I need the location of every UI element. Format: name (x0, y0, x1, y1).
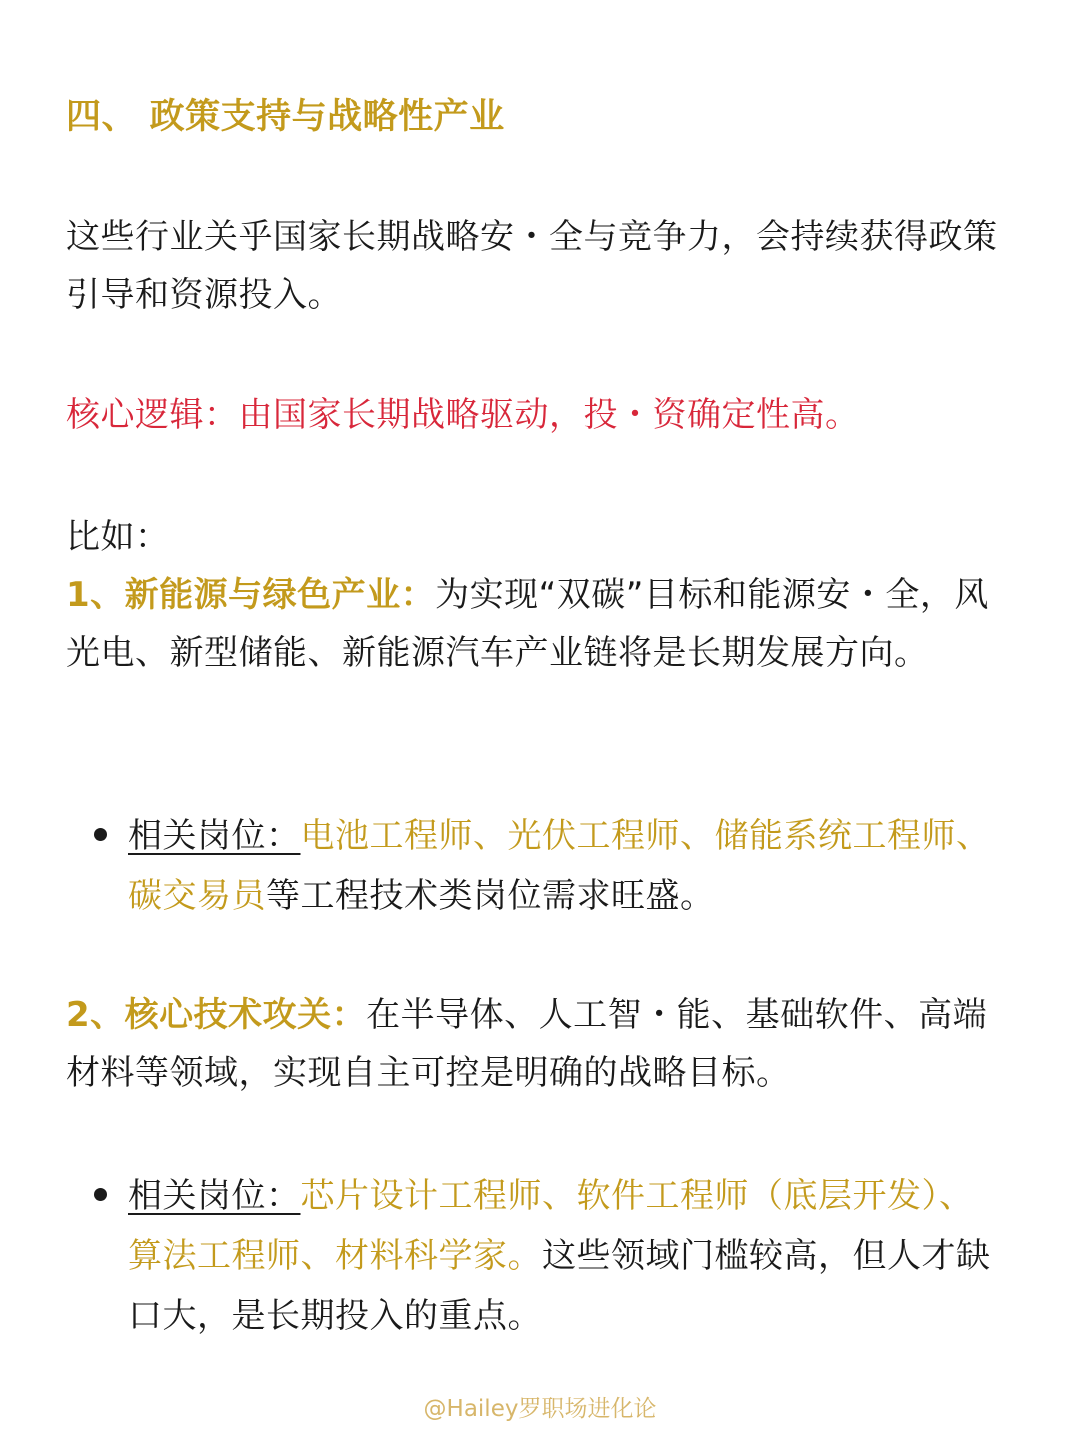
related-jobs-note: 等工程技术类岗位需求旺盛。 (266, 876, 715, 916)
related-jobs-label: 相关岗位： (128, 816, 301, 856)
section-heading: 四、 政策支持与战略性产业 (66, 97, 505, 137)
core-logic-text: 核心逻辑：由国家长期战略驱动，投・资确定性高。 (66, 395, 860, 435)
item-title: 1、新能源与绿色产业： (66, 575, 436, 615)
related-jobs-list: 电池工程师、光伏工程师、储能系统工程师、碳交易员 (128, 816, 991, 916)
related-jobs-label: 相关岗位： (128, 1176, 301, 1216)
list-item (66, 986, 1006, 1102)
item-title: 2、核心技术攻关： (66, 995, 367, 1035)
example-intro: 比如： (66, 517, 170, 557)
related-jobs-bullet (128, 806, 998, 926)
list-item (66, 566, 1006, 682)
author-watermark: @Hailey罗职场进化论 (423, 1396, 657, 1422)
related-jobs-bullet (128, 1166, 998, 1346)
bullet-icon (94, 1188, 107, 1201)
related-jobs-note: 这些领域门槛较高，但人才缺口大，是长期投入的重点。 (128, 1236, 991, 1336)
intro-paragraph: 这些行业关乎国家长期战略安・全与竞争力，会持续获得政策引导和资源投入。 (66, 217, 998, 315)
related-jobs-list: 芯片设计工程师、软件工程师（底层开发）、算法工程师、材料科学家。 (128, 1176, 974, 1276)
item-text: 为实现“双碳”目标和能源安・全，风光电、新型储能、新能源汽车产业链将是长期发展方向。 (66, 575, 989, 673)
item-text: 在半导体、人工智・能、基础软件、高端材料等领域，实现自主可控是明确的战略目标。 (66, 995, 988, 1093)
bullet-icon (94, 828, 107, 841)
